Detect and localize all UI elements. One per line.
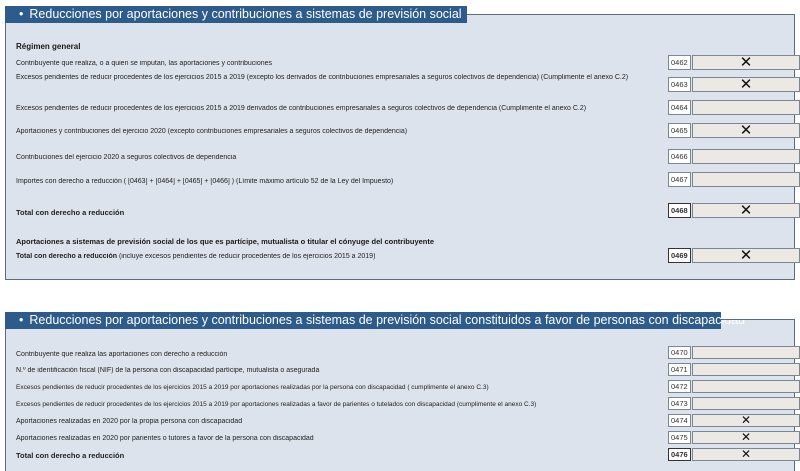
total-label-0476: Total con derecho a reducción: [16, 452, 125, 460]
code-0473: 0473: [668, 397, 691, 410]
section-title-prevision: [5, 6, 467, 23]
code-0467: 0467: [668, 172, 691, 187]
row-label-0467: Importes con derecho a reducción ( [0463] + [0464] + [0465] + [0466] ) (Límite máximo artículo 52 de la Ley del Impuesto): [16, 178, 394, 185]
total-label-0469: [16, 253, 661, 261]
bullet-icon: •: [19, 7, 24, 21]
code-0469: 0469: [668, 248, 691, 263]
cross-mark: ✕: [740, 413, 752, 427]
code-0472: 0472: [668, 380, 691, 393]
code-0475: 0475: [668, 431, 691, 444]
value-field-0470[interactable]: [692, 346, 800, 359]
value-field-0476[interactable]: [692, 448, 800, 461]
code-0463: 0463: [668, 77, 691, 92]
header-divider: [721, 319, 795, 320]
value-field-0465[interactable]: [692, 123, 800, 138]
row-label-0470: Contribuyente que realiza las aportaciones con derecho a reducción: [16, 351, 228, 358]
code-0476: 0476: [668, 448, 691, 461]
subhead-conyuge: Aportaciones a sistemas de previsión social de los que es partícipe, mutualista o titular el cónyuge del contribuyente: [16, 237, 435, 246]
section-prevision-social: [5, 14, 795, 280]
section-title-discapacidad: [5, 312, 746, 329]
code-0470: 0470: [668, 346, 691, 359]
header-divider: [467, 14, 795, 15]
value-field-0472[interactable]: [692, 380, 800, 393]
section-discapacidad: [5, 319, 795, 471]
row-label-0465: Aportaciones y contribuciones del ejercicio 2020 (excepto contribuciones empresariales a seguros colectivos de dependencia): [16, 128, 408, 135]
code-0465: 0465: [668, 123, 691, 138]
subhead-regimen-general: Régimen general: [16, 42, 81, 51]
total-label-note: (incluye excesos pendientes de reducir procedentes de los ejercicios 2015 a 2019): [117, 253, 376, 260]
section-title-text: Reducciones por aportaciones y contribuciones a sistemas de previsión social constituidos a favor de personas con discapacidad: [29, 313, 746, 327]
value-field-0469[interactable]: [692, 248, 800, 263]
bullet-icon: •: [19, 313, 24, 327]
value-field-0462[interactable]: [692, 55, 800, 70]
row-label-0472: Excesos pendientes de reducir procedentes de los ejercicios 2015 a 2019 por aportaciones realizadas por la persona con discapacidad ( cumplimente el anexo C.3): [16, 384, 489, 391]
row-label-0463: Excesos pendientes de reducir procedentes de los ejercicios 2015 a 2019 (excepto los derivados de contribuciones empresariales a seguros colectivos de dependencia) (Cumplimente el anexo C.2): [16, 74, 629, 81]
row-label-0473: Excesos pendientes de reducir procedentes de los ejercicios 2015 a 2019 por aportaciones realizadas a favor de parientes o tutelados con discapacidad (cumplimente el anexo C.3): [16, 401, 537, 408]
row-label-0474: Aportaciones realizadas en 2020 por la propia persona con discapacidad: [16, 418, 243, 425]
row-label-0466: Contribuciones del ejercicio 2020 a seguros colectivos de dependencia: [16, 154, 237, 161]
value-field-0474[interactable]: [692, 414, 800, 427]
row-label-0464: Excesos pendientes de reducir procedentes de los ejercicios 2015 a 2019 derivados de contribuciones empresariales a seguros colectivos de dependencia (Cumplimente el anexo C.2): [16, 105, 587, 112]
code-0474: 0474: [668, 414, 691, 427]
cross-mark: ✕: [740, 447, 752, 461]
code-0468: 0468: [668, 203, 691, 218]
total-label-bold: Total con derecho a reducción: [16, 253, 118, 260]
code-0466: 0466: [668, 149, 691, 164]
code-0471: 0471: [668, 363, 691, 376]
value-field-0463[interactable]: [692, 77, 800, 92]
row-label-0475: Aportaciones realizadas en 2020 por parientes o tutores a favor de la persona con discapacidad: [16, 435, 314, 442]
row-label-0471: N.º de identificación fiscal (NIF) de la persona con discapacidad partícipe, mutualista o asegurada: [16, 367, 320, 374]
section-title-text: Reducciones por aportaciones y contribuciones a sistemas de previsión social: [29, 7, 462, 21]
row-label-0462: Contribuyente que realiza, o a quien se imputan, las aportaciones y contribuciones: [16, 60, 273, 67]
value-field-0464[interactable]: [692, 100, 800, 115]
cross-mark: ✕: [739, 246, 753, 264]
value-field-0468[interactable]: [692, 203, 800, 218]
total-label-0468: Total con derecho a reducción: [16, 209, 125, 217]
code-0464: 0464: [668, 100, 691, 115]
value-field-0466[interactable]: [692, 149, 800, 164]
cross-mark: ✕: [739, 75, 753, 93]
value-field-0475[interactable]: [692, 431, 800, 444]
value-field-0471[interactable]: [692, 363, 800, 376]
cross-mark: ✕: [739, 201, 753, 219]
cross-mark: ✕: [739, 121, 753, 139]
value-field-0473[interactable]: [692, 397, 800, 410]
cross-mark: ✕: [740, 430, 752, 444]
cross-mark: ✕: [739, 53, 753, 71]
code-0462: 0462: [668, 55, 691, 70]
value-field-0467[interactable]: [692, 172, 800, 187]
